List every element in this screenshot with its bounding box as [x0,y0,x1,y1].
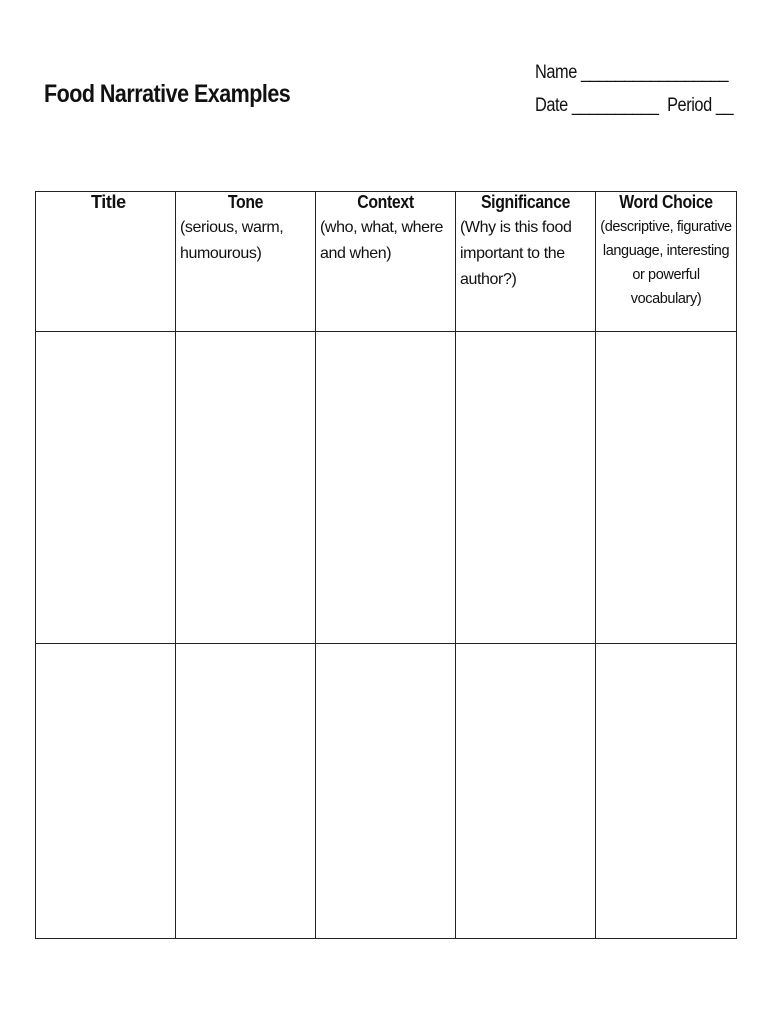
table-cell[interactable] [456,644,596,939]
table-cell[interactable] [456,332,596,644]
header-cell-tone [176,192,316,332]
column-title: Tone [227,192,264,212]
table-cell[interactable] [176,644,316,939]
column-subtitle: (descriptive, figurative language, interesting or powerful vocabulary) [600,219,732,307]
column-subtitle: (serious, warm, humourous) [180,219,284,262]
table-cell[interactable] [596,332,737,644]
header-cell-title [36,192,176,332]
table-header-row [36,192,737,332]
header-cell-context [316,192,456,332]
header-cell-significance [456,192,596,332]
header-cell-word-choice [596,192,737,332]
column-subtitle: (who, what, where and when) [320,219,444,262]
table-cell[interactable] [176,332,316,644]
worksheet-table [35,191,737,939]
column-title: Context [357,192,414,212]
page-title: Food Narrative Examples [44,80,291,108]
table-cell[interactable] [36,332,176,644]
column-title: Word Choice [619,192,713,212]
date-period-line [535,95,733,117]
table-cell[interactable] [316,332,456,644]
column-title: Significance [480,192,571,212]
name-field: Name _________________ [535,62,729,83]
table-cell[interactable] [36,644,176,939]
table-cell[interactable] [316,644,456,939]
table-row [36,644,737,939]
table-cell[interactable] [596,644,737,939]
period-field: Period __ [667,95,734,116]
column-title: Title [91,192,126,212]
column-subtitle: (Why is this food important to the author?) [460,219,572,288]
date-field: Date __________ [535,95,659,116]
table-row [36,332,737,644]
